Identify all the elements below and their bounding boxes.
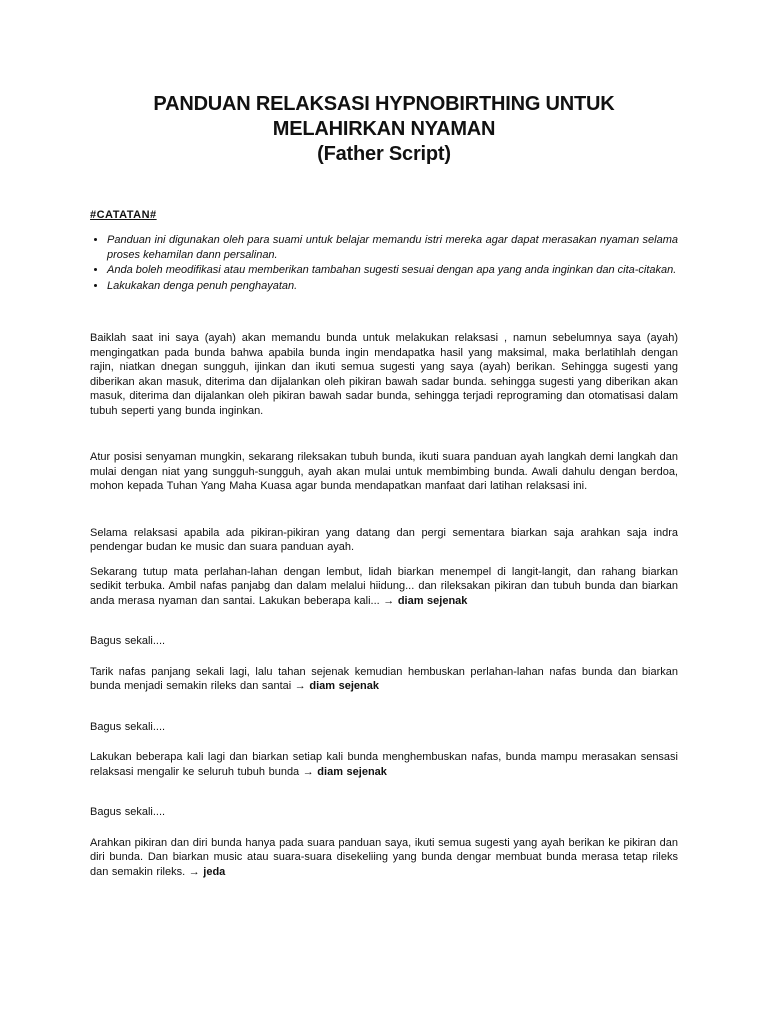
praise-line: Bagus sekali.... bbox=[90, 720, 166, 733]
paragraph-text: Lakukan beberapa kali lagi dan biarkan setiap kali bunda menghembuskan nafas, bunda mampu merasakan sensasi relaksasi mengalir ke seluruh tubuh bunda bbox=[90, 751, 678, 778]
pause-cue: → diam sejenak bbox=[294, 680, 379, 692]
paragraph-text: Arahkan pikiran dan diri bunda hanya pada suara panduan saya, ikuti semua sugesti yang ayah berikan ke pikiran dan diri bunda. Dan biarkan music atau suara-suara disekeliing yang bunda dengar membuat bunda merasa tetap rileks dan semakin rileks. bbox=[90, 836, 678, 878]
note-item: • Lakukakan denga penuh penghayatan. bbox=[107, 279, 678, 294]
paragraph-text: Tarik nafas panjang sekali lagi, lalu tahan sejenak kemudian hembuskan perlahan-lahan nafas bunda dan biarkan bunda menjadi semakin rileks dan santai bbox=[90, 665, 678, 692]
title-line-2: MELAHIRKAN NYAMAN bbox=[272, 118, 496, 140]
title-line-1: PANDUAN RELAKSASI HYPNOBIRTHING UNTUK bbox=[153, 93, 615, 115]
praise-line: Bagus sekali.... bbox=[90, 806, 166, 818]
note-item: • Anda boleh meodifikasi atau memberikan tambahan sugesti sesuai dengan apa yang anda inginkan dan cita-citakan. bbox=[107, 263, 678, 278]
title-line-3: (Father Script) bbox=[317, 143, 451, 165]
paragraph-focus bbox=[90, 836, 678, 880]
paragraph-position: Atur posisi senyaman mungkin, sekarang rileksakan tubuh bunda, ikuti suara panduan ayah langkah demi langkah dan mulai dengan niat yang sungguh-sungguh, ayah akan mulai untuk membimbing bunda. Awali dahulu dengan berdoa, mohon kepada Tuhan Yang Maha Kuasa agar bunda mendapatkan manfaat dari latihan relaksasi ini. bbox=[90, 451, 678, 492]
pause-cue: → diam sejenak bbox=[383, 594, 468, 607]
note-item: • Panduan ini digunakan oleh para suami untuk belajar memandu istri mereka agar dapat merasakan nyaman selama proses kehamilan dann persalinan. bbox=[107, 233, 678, 262]
document-title bbox=[90, 92, 678, 167]
pause-cue: → diam sejenak bbox=[302, 765, 387, 778]
notes-list bbox=[90, 233, 678, 293]
paragraph-relax bbox=[90, 750, 678, 779]
paragraph-thoughts: Selama relaksasi apabila ada pikiran-pikiran yang datang dan pergi sementara biarkan saja arahkan saja indra pendengar budan ke music dan suara panduan ayah. bbox=[90, 526, 678, 553]
paragraph-breath bbox=[90, 665, 678, 694]
pause-cue: → jeda bbox=[188, 865, 226, 878]
paragraph-eyes bbox=[90, 565, 678, 609]
paragraph-text: Sekarang tutup mata perlahan-lahan dengan lembut, lidah biarkan menempel di langit-langit, dan rahang biarkan sedikit terbuka. Ambil nafas panjabg dan dalam melalui hiidung... dan rileksakan pikiran dan tubuh bunda dan biarkan anda merasa nyaman dan santai. Lakukan beberapa kali... bbox=[90, 565, 678, 607]
note-heading: #CATATAN# bbox=[90, 209, 157, 221]
praise-line: Bagus sekali.... bbox=[90, 635, 166, 647]
document-page bbox=[90, 92, 678, 879]
paragraph-intro: Baiklah saat ini saya (ayah) akan memandu bunda untuk melakukan relaksasi , namun sebelumnya saya (ayah) mengingatkan pada bunda bahwa apabila bunda ingin mendapatka hasil yang maksimal, maka berlatihlah dengan rajin, niatkan dnegan sungguh, ijinkan dan ikuti semua sugesti yang saya (ayah) berikan. Sehingga sugesti yang diberikan akan masuk, diterima dan dijalankan oleh pikiran bawah sadar bunda. sehingga sugesti yang diberikan akan masuk, diterima dan dijalankan oleh pikiran bawah sadar bunda, sehingga terjadi reprograming dan otomatisasi dalam tubuh seperti yang bunda inginkan. bbox=[90, 332, 678, 417]
